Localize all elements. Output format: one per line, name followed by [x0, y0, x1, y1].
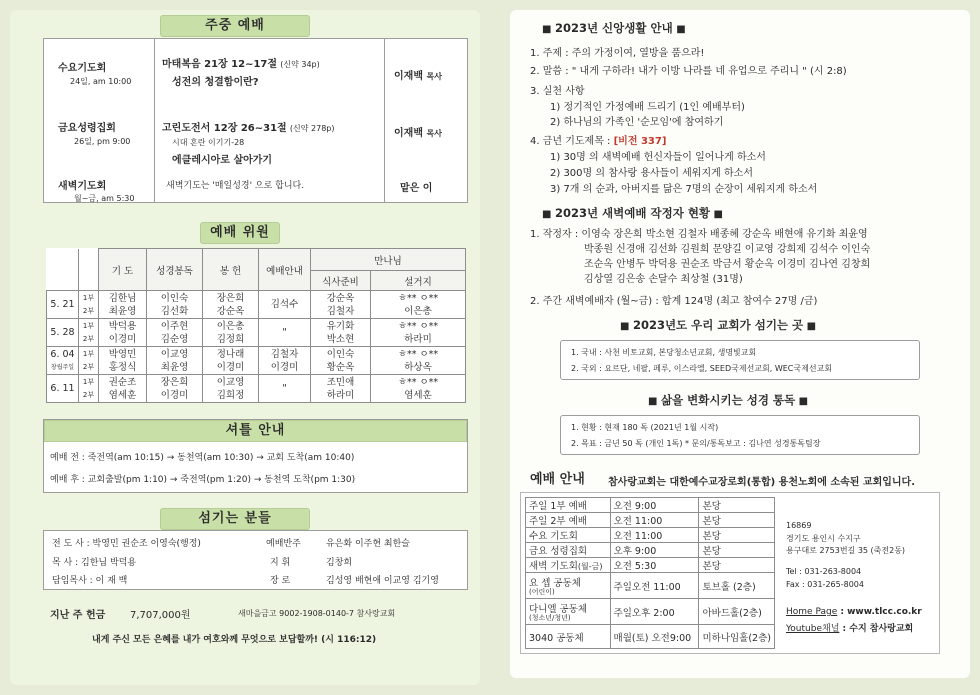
dawn-line: 2. 주간 새벽예배자 (월~금) : 합계 124명 (최고 참여수 27명 /금)	[530, 296, 818, 307]
col-bible: 성경봉독	[147, 249, 203, 291]
roster-row: 5. 28 1부 2부 박덕용 이경미 이주현 김순영 이은총 김정희 " 유기화 박소현 ㅎ** ㅇ** 하라미	[47, 319, 466, 347]
shuttle-title: 셔틀 안내	[44, 420, 467, 442]
sermon-title: 성전의 청결함이란?	[172, 77, 259, 88]
mission-box	[560, 340, 920, 380]
roster-section-title	[200, 222, 280, 244]
verse: 내게 주신 모든 은혜를 내가 여호와께 무엇으로 보답할까! (시 116:12)	[92, 635, 377, 645]
faith-item: 1) 정기적인 가정예배 드리기 (1인 예배부터)	[550, 102, 745, 113]
servant-left: 담임목사 : 이 재 백	[52, 576, 128, 586]
service-name: 수요기도회	[58, 63, 107, 74]
servant-role: 예배반주	[266, 539, 301, 549]
worship-box	[43, 38, 468, 203]
schedule-row: 주일 2부 예배 오전 11:00 본당	[526, 513, 775, 528]
right-panel	[510, 10, 970, 678]
servant-left: 목 사 : 김한님 박덕용	[52, 558, 137, 568]
dawn-line: 박종원 신경애 김선화 김원희 문양길 이교영 강희제 김석수 이인숙	[584, 244, 871, 255]
col-meal: 식사준비	[311, 271, 371, 291]
service-name: 새벽기도회	[58, 181, 107, 192]
offering-label: 지난 주 헌금	[50, 610, 106, 621]
sermon-title: 에클레시아로 살아가기	[172, 155, 273, 166]
shuttle-header	[44, 420, 467, 442]
col-offering: 봉 헌	[203, 249, 259, 291]
faith-item: 2) 하나님의 가족인 '순모임'에 참여하기	[550, 117, 724, 128]
shuttle-box	[43, 419, 468, 493]
preacher: 맡은 이	[400, 183, 433, 194]
service-time: 24일, am 10:00	[70, 77, 132, 86]
youtube-channel[interactable]: Youtube채널 : 수지 참사랑교회	[786, 624, 914, 634]
service-time: 26일, pm 9:00	[74, 137, 131, 146]
col-pray: 기 도	[99, 249, 147, 291]
servant-names: 유은화 이주현 최한슬	[326, 539, 410, 549]
mission-title: ■ 2023년도 우리 교회가 섬기는 곳 ■	[620, 318, 817, 332]
preacher: 이재백 목사	[394, 128, 442, 139]
fax: Fax : 031-265-8004	[786, 580, 864, 589]
col-fellowship: 만나님	[311, 249, 466, 271]
offering-amount: 7,707,000원	[130, 610, 191, 621]
schedule-row: 주일 1부 예배 오전 9:00 본당	[526, 498, 775, 513]
col-dish: 설거지	[371, 271, 466, 291]
address-line: 용구대로 2753번길 35 (죽전2동)	[786, 546, 906, 555]
scripture: 마태복음 21장 12~17절 (신약 34p)	[162, 59, 320, 70]
roster-table	[46, 248, 466, 403]
faith-item: 3) 7개 의 순과, 아버지를 닮은 7명의 순장이 세워지게 하소서	[550, 184, 818, 195]
dawn-note: 새벽기도는 '매일성경' 으로 합니다.	[166, 181, 305, 191]
info-box	[520, 492, 940, 654]
faith-item: 2. 말씀 : " 내게 구하라! 내가 이방 나라를 네 유업으로 주리니 " (시 2:8)	[530, 66, 847, 77]
dawn-line: 1. 작정자 : 이영숙 장은희 박소현 김철자 배종혜 강순옥 배현애 유기화 최윤영	[530, 229, 868, 240]
preacher: 이재백 목사	[394, 71, 442, 82]
group-row: 3040 공동체 매월(토) 오전9:00 미하나임홀(2층)	[526, 625, 775, 649]
servants-title: 섬기는 분들	[160, 508, 310, 530]
service-time: 월~금, am 5:30	[74, 194, 135, 203]
shuttle-before: 예배 전 : 죽전역(am 10:15) → 동천역(am 10:30) → 교회 도착(am 10:40)	[50, 453, 355, 463]
servant-role: 장 로	[270, 576, 291, 586]
postal-code: 16869	[786, 521, 812, 530]
schedule-row: 새벽 기도회(월-금) 오전 5:30 본당	[526, 558, 775, 573]
address-line: 경기도 용인시 수지구	[786, 534, 861, 543]
bank-account: 새마을금고 9002-1908-0140-7 참사랑교회	[238, 609, 396, 618]
reading-title: ■ 삶을 변화시키는 성경 통독 ■	[648, 393, 809, 407]
group-row: 요 셉 공동체 (어린이) 주일오전 11:00 토브홀 (2층)	[526, 573, 775, 599]
roster-title: 예배 위원	[200, 222, 280, 244]
homepage[interactable]: Home Page : www.tlcc.co.kr	[786, 607, 922, 617]
servants-box	[43, 530, 468, 590]
faith-title: ■ 2023년 신앙생활 안내 ■	[542, 21, 686, 35]
servants-section-title	[160, 508, 310, 530]
phone: Tel : 031-263-8004	[786, 567, 862, 576]
col-guide: 예배안내	[259, 249, 311, 291]
servant-role: 지 휘	[270, 558, 291, 568]
servant-names: 김창희	[326, 558, 353, 568]
mission-line: 1. 국내 : 사천 비토교회, 본당청소년교회, 생명빛교회	[571, 348, 757, 357]
reading-line: 1. 현황 : 현재 180 독 (2021년 1월 시작)	[571, 423, 719, 432]
roster-row: 6. 11 1부 2부 권순조 염세훈 장은희 이경미 이교영 김희정 " 조민애 하라미 ㅎ** ㅇ** 염세훈	[47, 375, 466, 403]
faith-item: 1) 30명 의 새벽예배 헌신자들이 일어나게 하소서	[550, 152, 766, 163]
schedule-row: 수요 기도회 오전 11:00 본당	[526, 528, 775, 543]
worship-section-title	[160, 15, 310, 37]
denomination-note: 참사랑교회는 대한예수교장로회(통합) 용천노회에 소속된 교회입니다.	[608, 477, 916, 488]
faith-item: 3. 실천 사항	[530, 86, 585, 97]
divider	[154, 39, 155, 202]
shuttle-after: 예배 후 : 교회출발(pm 1:10) → 죽전역(pm 1:20) → 동천역 도착(pm 1:30)	[50, 475, 356, 485]
worship-title: 주중 예배	[160, 15, 310, 37]
service-name: 금요성령집회	[58, 123, 116, 134]
sermon-series: 시대 혼란 이기기-28	[172, 138, 245, 147]
divider	[384, 39, 385, 202]
mission-line: 2. 국외 : 요르단, 네팔, 페루, 이스라엘, SEED국제선교회, WEC국제선교회	[571, 364, 833, 373]
roster-row: 5. 21 1부 2부 김한님 최윤영 이인숙 김선화 장은희 강순옥 김석수 강순옥 김철자 ㅎ** ㅇ** 이은총	[47, 291, 466, 319]
scripture: 고린도전서 12장 26~31절 (신약 278p)	[162, 123, 335, 134]
reading-line: 2. 목표 : 금년 50 독 (개인 1독) * 문의/통독보고 : 김나연 성경통독팀장	[571, 439, 821, 448]
faith-item: 1. 주제 : 주의 가정이여, 열방을 품으라!	[530, 48, 705, 59]
group-row: 다니엘 공동체 (청소년/청년) 주일오후 2:00 아바드홀(2층)	[526, 599, 775, 625]
roster-row: 6. 04 창립주일 1부 2부 박영민 홍정식 이교영 최윤영 정나래 이경미 김철자 이경미 이인숙 황순옥 ㅎ** ㅇ** 하상옥	[47, 347, 466, 375]
reading-box	[560, 415, 920, 455]
info-title: 예배 안내	[530, 472, 585, 487]
faith-item: 4. 금년 기도제목 : [비전 337]	[530, 136, 667, 147]
schedule-row: 금요 성령집회 오후 9:00 본당	[526, 543, 775, 558]
faith-item: 2) 300명 의 참사랑 용사들이 세워지게 하소서	[550, 168, 753, 179]
left-panel	[10, 10, 480, 685]
dawn-title: ■ 2023년 새벽예배 작정자 현황 ■	[542, 206, 723, 220]
dawn-line: 조순옥 안병두 박덕용 권순조 박금서 황순옥 이경미 김나연 김창희	[584, 259, 871, 270]
servant-left: 전 도 사 : 박영민 권순조 이영숙(행정)	[52, 539, 201, 549]
servant-names: 김성영 배현애 이교영 김기영	[326, 576, 439, 586]
schedule-table	[525, 497, 775, 649]
dawn-line: 김상열 김은송 손달수 최상철 (31명)	[584, 274, 743, 285]
